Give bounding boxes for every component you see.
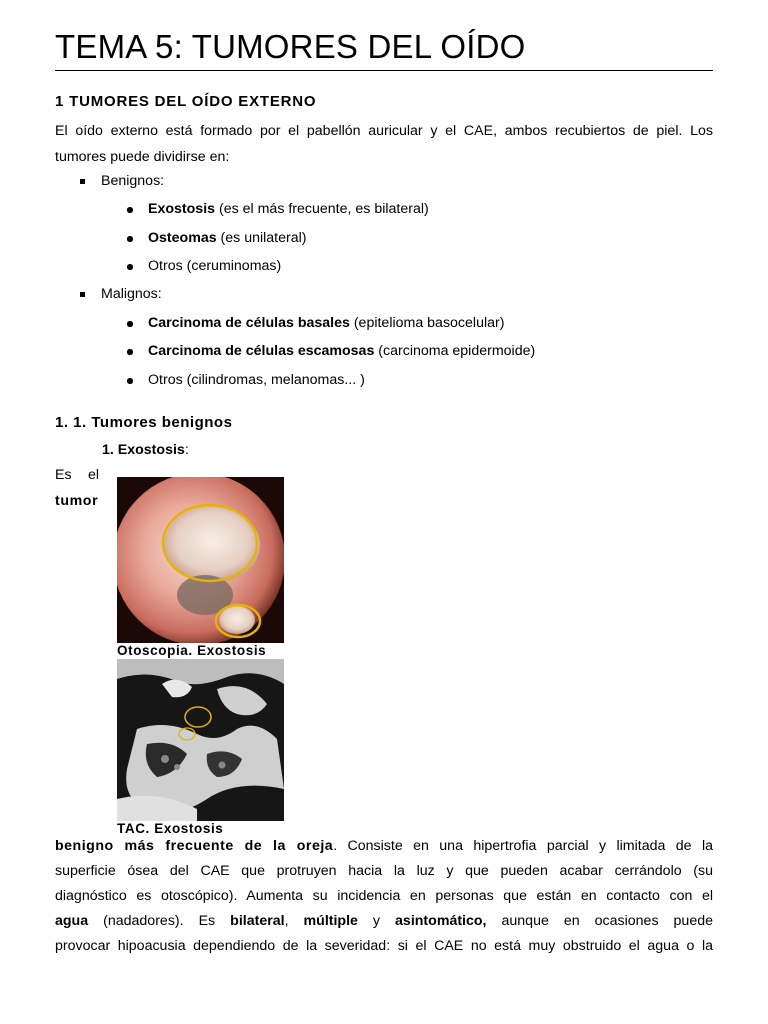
list-item: Exostosis (es el más frecuente, es bilateral) — [148, 201, 429, 217]
body-line-3: diagnóstico es otoscópico). Aumenta su incidencia en personas que están en contacto con el — [55, 888, 713, 904]
disc-bullet-icon — [127, 321, 133, 327]
disc-bullet-icon — [127, 349, 133, 355]
disc-bullet-icon — [127, 207, 133, 213]
figure-caption-otoscopy: Otoscopia. Exostosis — [117, 643, 267, 658]
list-item: Carcinoma de células basales (epitelioma basocelular) — [148, 315, 505, 331]
word-tumor: tumor — [55, 493, 99, 509]
disc-bullet-icon — [127, 264, 133, 270]
title-divider — [55, 70, 713, 71]
word-el: el — [88, 467, 100, 483]
subheading-exostosis: 1. Exostosis: — [102, 442, 189, 458]
disc-bullet-icon — [127, 378, 133, 384]
intro-line-2: tumores puede dividirse en: — [55, 149, 230, 165]
square-bullet-icon — [80, 179, 85, 184]
list-item: Carcinoma de células escamosas (carcinoma epidermoide) — [148, 343, 536, 359]
list-item: Osteomas (es unilateral) — [148, 230, 307, 246]
list-label-malignos: Malignos: — [101, 286, 162, 302]
ct-scan-image — [117, 659, 284, 821]
otoscopy-image — [117, 477, 284, 643]
figure-caption-ct: TAC. Exostosis — [117, 821, 224, 836]
intro-line-1: El oído externo está formado por el pabellón auricular y el CAE, ambos recubiertos de piel. Los — [55, 123, 713, 139]
section-heading-benign-tumors: 1. 1. Tumores benignos — [55, 414, 233, 431]
document-title: TEMA 5: TUMORES DEL OÍDO — [55, 28, 526, 65]
body-line-4: agua (nadadores). Es bilateral, múltiple y asintomático, aunque en ocasiones puede — [55, 913, 713, 929]
list-item: Otros (cilindromas, melanomas... ) — [148, 372, 365, 388]
disc-bullet-icon — [127, 236, 133, 242]
body-line-2: superficie ósea del CAE que protruyen hacia la luz y que pueden acabar cerrándolo (su — [55, 863, 713, 879]
list-label-benignos: Benignos: — [101, 173, 165, 189]
section-heading-external-ear: 1 TUMORES DEL OÍDO EXTERNO — [55, 93, 317, 110]
body-line-1: benigno más frecuente de la oreja. Consiste en una hipertrofia parcial y limitada de la — [55, 838, 713, 854]
square-bullet-icon — [80, 292, 85, 297]
body-line-5: provocar hipoacusia dependiendo de la severidad: si el CAE no está muy obstruido el agua o la — [55, 938, 713, 954]
word-es: Es — [55, 467, 72, 483]
list-item: Otros (ceruminomas) — [148, 258, 282, 274]
